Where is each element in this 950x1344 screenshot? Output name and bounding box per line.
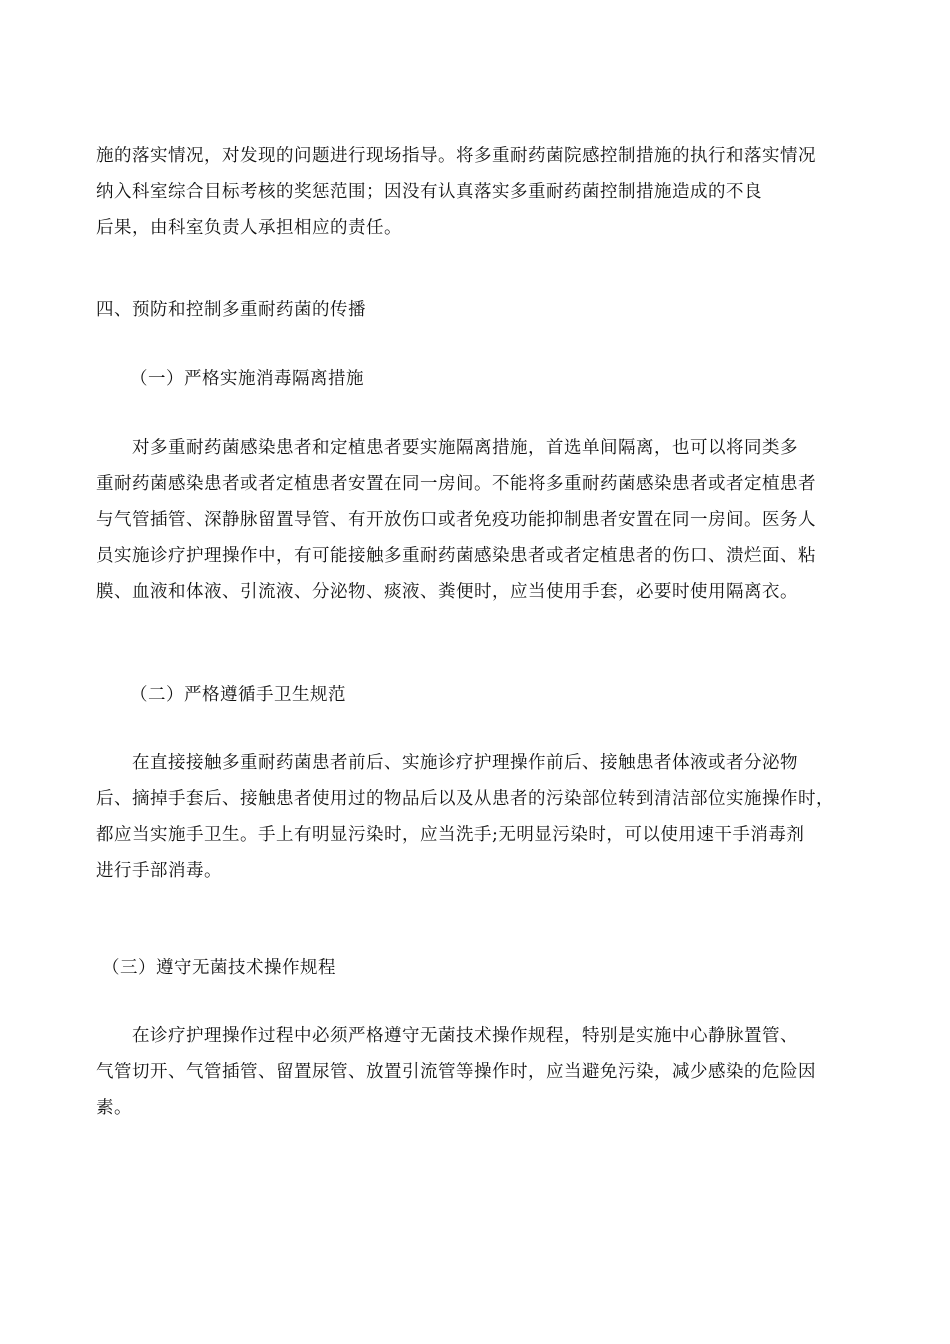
subheading-isolation: （一）严格实施消毒隔离措施: [130, 369, 364, 389]
text-line: 施的落实情况，对发现的问题进行现场指导。将多重耐药菌院感控制措施的执行和落实情况: [96, 146, 816, 166]
text-line: 素。: [96, 1098, 132, 1118]
section-heading-4: 四、预防和控制多重耐药菌的传播: [96, 300, 366, 320]
paragraph-aseptic: [96, 1018, 866, 1126]
paragraph-isolation: [96, 430, 866, 610]
text-line: 员实施诊疗护理操作中，有可能接触多重耐药菌感染患者或者定植患者的伤口、溃烂面、粘: [96, 546, 816, 566]
text-line: 进行手部消毒。: [96, 861, 222, 881]
text-line: 重耐药菌感染患者或者定植患者安置在同一房间。不能将多重耐药菌感染患者或者定植患者: [96, 474, 816, 494]
text-line: 与气管插管、深静脉留置导管、有开放伤口或者免疫功能抑制患者安置在同一房间。医务人: [96, 510, 816, 530]
text-line: 对多重耐药菌感染患者和定植患者要实施隔离措施，首选单间隔离，也可以将同类多: [132, 438, 798, 458]
text-line: 后、摘掉手套后、接触患者使用过的物品后以及从患者的污染部位转到清洁部位实施操作时，: [96, 789, 834, 809]
subheading-aseptic: （三）遵守无菌技术操作规程: [102, 958, 336, 978]
text-line: 气管切开、气管插管、留置尿管、放置引流管等操作时，应当避免污染，减少感染的危险因: [96, 1062, 816, 1082]
text-line: 在诊疗护理操作过程中必须严格遵守无菌技术操作规程，特别是实施中心静脉置管、: [132, 1026, 798, 1046]
text-line: 在直接接触多重耐药菌患者前后、实施诊疗护理操作前后、接触患者体液或者分泌物: [132, 753, 798, 773]
subheading-hand-hygiene: （二）严格遵循手卫生规范: [130, 685, 346, 705]
text-line: 后果，由科室负责人承担相应的责任。: [96, 218, 402, 238]
paragraph-accountability: [96, 138, 866, 246]
text-line: 都应当实施手卫生。手上有明显污染时，应当洗手;无明显污染时，可以使用速干手消毒剂: [96, 825, 805, 845]
text-line: 膜、血液和体液、引流液、分泌物、痰液、粪便时，应当使用手套，必要时使用隔离衣。: [96, 582, 798, 602]
text-line: 纳入科室综合目标考核的奖惩范围；因没有认真落实多重耐药菌控制措施造成的不良: [96, 182, 762, 202]
paragraph-hand-hygiene: [96, 745, 866, 889]
